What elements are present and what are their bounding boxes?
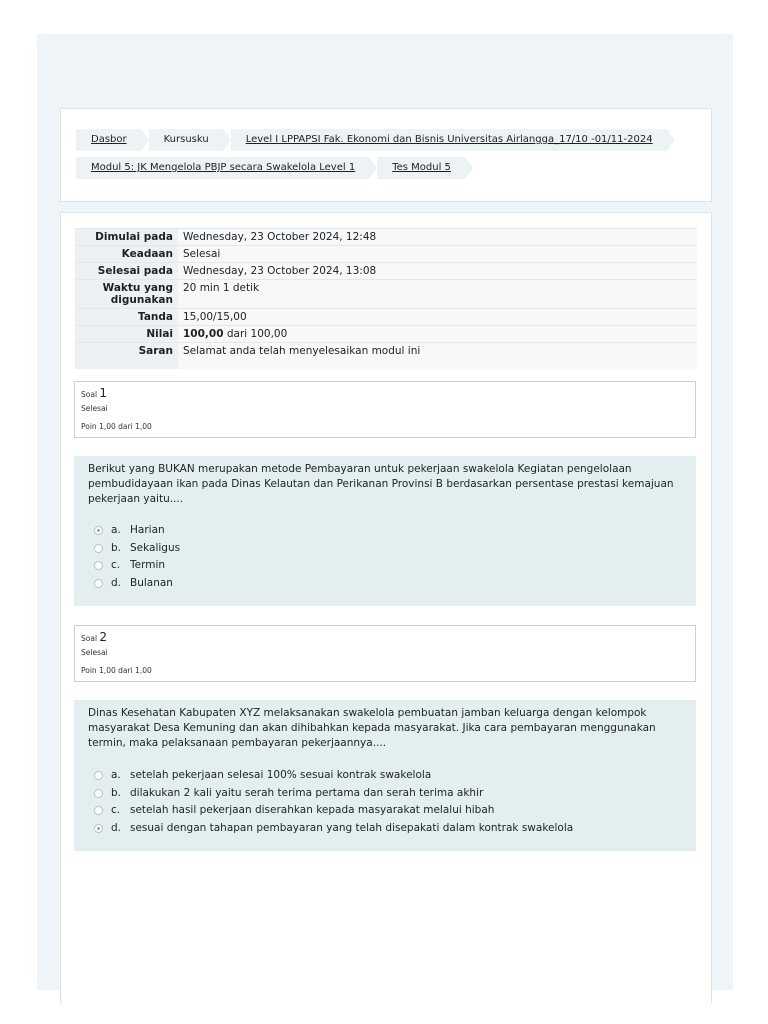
question-points: Poin 1,00 dari 1,00 [81, 666, 152, 675]
summary-row-completed [75, 263, 697, 280]
summary-label: Nilai [75, 326, 178, 343]
answer-list [94, 767, 573, 837]
question-status: Selesai [81, 648, 108, 657]
summary-label: Keadaan [75, 246, 178, 263]
radio-button[interactable] [94, 771, 103, 780]
question-info-2 [74, 625, 696, 682]
question-number: Soal 2 [81, 630, 108, 644]
summary-row-feedback [75, 343, 697, 370]
summary-value: Wednesday, 23 October 2024, 13:08 [178, 263, 697, 280]
breadcrumb-panel [60, 108, 712, 202]
summary-label: Saran [75, 343, 178, 370]
answer-option[interactable]: d. Bulanan [94, 575, 180, 593]
quiz-review-panel [60, 212, 712, 1003]
summary-value: 15,00/15,00 [178, 309, 697, 326]
answer-option[interactable]: a. Harian [94, 522, 180, 540]
radio-button[interactable] [94, 561, 103, 570]
radio-button-checked[interactable] [94, 824, 103, 833]
summary-label: Dimulai pada [75, 229, 178, 246]
answer-list [94, 522, 180, 592]
radio-button-checked[interactable] [94, 526, 103, 535]
breadcrumb [76, 129, 675, 151]
summary-row-started [75, 229, 697, 246]
question-points: Poin 1,00 dari 1,00 [81, 422, 152, 431]
answer-option[interactable]: b. Sekaligus [94, 540, 180, 558]
radio-button[interactable] [94, 806, 103, 815]
summary-value: 100,00 dari 100,00 [178, 326, 697, 343]
answer-option[interactable]: a. setelah pekerjaan selesai 100% sesuai kontrak swakelola [94, 767, 573, 785]
breadcrumb-row-2 [76, 157, 473, 179]
summary-row-time-taken [75, 280, 697, 309]
answer-option[interactable]: d. sesuai dengan tahapan pembayaran yang telah disepakati dalam kontrak swakelola [94, 820, 573, 838]
question-info-1 [74, 381, 696, 438]
question-text: Berikut yang BUKAN merupakan metode Pembayaran untuk pekerjaan swakelola Kegiatan pengelolaan pembudidayaan ikan pada Dinas Kelautan dan Perikanan Provinsi B berdasarkan persentase prestasi kemajuan pekerjaan yaitu.... [88, 463, 674, 505]
answer-option[interactable]: c. Termin [94, 557, 180, 575]
question-content-1 [74, 456, 696, 606]
summary-row-grade [75, 326, 697, 343]
question-text: Dinas Kesehatan Kabupaten XYZ melaksanakan swakelola pembuatan jamban keluarga dengan kelompok masyarakat Desa Kemuning dan akan dihibahkan kepada masyarakat. Jika cara pembayaran menggunakan termin, maka pelaksanaan pembayaran pekerjaannya.... [88, 707, 656, 749]
summary-value: Selamat anda telah menyelesaikan modul ini [178, 343, 697, 370]
summary-label: Selesai pada [75, 263, 178, 280]
breadcrumb-item-module[interactable]: Modul 5: JK Mengelola PBJP secara Swakelola Level 1 [76, 157, 369, 179]
question-number: Soal 1 [81, 386, 108, 400]
answer-option[interactable]: b. dilakukan 2 kali yaitu serah terima pertama dan serah terima akhir [94, 785, 573, 803]
summary-label: Tanda [75, 309, 178, 326]
summary-value: Selesai [178, 246, 697, 263]
radio-button[interactable] [94, 544, 103, 553]
question-status: Selesai [81, 404, 108, 413]
breadcrumb-item-quiz[interactable]: Tes Modul 5 [377, 157, 465, 179]
radio-button[interactable] [94, 579, 103, 588]
summary-value: Wednesday, 23 October 2024, 12:48 [178, 229, 697, 246]
summary-label: Waktu yang digunakan [75, 280, 178, 309]
question-content-2 [74, 700, 696, 851]
summary-row-marks [75, 309, 697, 326]
answer-option[interactable]: c. setelah hasil pekerjaan diserahkan kepada masyarakat melalui hibah [94, 802, 573, 820]
summary-row-state [75, 246, 697, 263]
breadcrumb-item-dasbor[interactable]: Dasbor [76, 129, 141, 151]
attempt-summary-table [75, 228, 697, 369]
radio-button[interactable] [94, 789, 103, 798]
summary-value: 20 min 1 detik [178, 280, 697, 309]
breadcrumb-item-course[interactable]: Level I LPPAPSI Fak. Ekonomi dan Bisnis Universitas Airlangga_17/10 -01/11-2024 [231, 129, 667, 151]
breadcrumb-item-kursusku[interactable]: Kursusku [149, 129, 223, 151]
